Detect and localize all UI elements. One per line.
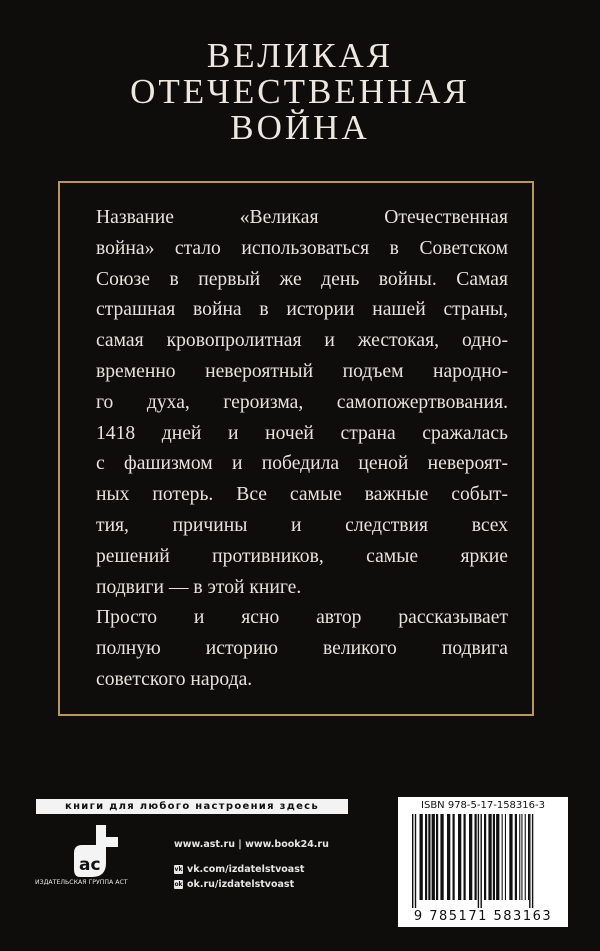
- barcode-bar: [505, 814, 506, 900]
- barcode-bars: [408, 814, 558, 908]
- text-line: го духа, героизма, самопожертвования.: [96, 391, 508, 413]
- barcode-bar: [420, 814, 423, 900]
- barcode-guard: [412, 814, 413, 908]
- text-line: война» стало использоваться в Советском: [96, 237, 508, 259]
- title-line-1: ВЕЛИКАЯ: [206, 36, 394, 75]
- vk-link-text: vk.com/izdatelstvoast: [187, 864, 305, 875]
- vk-link[interactable]: [174, 864, 304, 875]
- barcode-bar: [440, 814, 443, 900]
- svg-text:ac: ac: [79, 855, 101, 875]
- text-line: решений противников, самые яркие: [96, 545, 508, 567]
- title-line-2: ОТЕЧЕСТВЕННАЯ: [130, 72, 470, 111]
- barcode-bar: [484, 814, 486, 900]
- text-line: Союзе в первый же день войны. Самая: [96, 268, 508, 290]
- barcode-digits: 9 785171 583163: [413, 909, 553, 924]
- ok-icon: ok: [174, 881, 183, 888]
- barcode-bar: [521, 814, 522, 900]
- barcode-bar: [496, 814, 499, 900]
- barcode-bar: [493, 814, 495, 900]
- text-line: полную историю великого подвига: [96, 638, 508, 660]
- text-line: самая кровопролитная и жестокая, одно-: [96, 330, 508, 352]
- barcode-guard: [532, 814, 533, 908]
- barcode-panel: [398, 797, 568, 927]
- barcode-bar: [528, 814, 529, 900]
- slogan-stripe: книги для любого настроения здесь: [36, 799, 348, 814]
- barcode-bar: [488, 814, 491, 900]
- publisher-imprint: ИЗДАТЕЛЬСКАЯ ГРУППА АСТ: [35, 879, 128, 886]
- barcode-bar: [475, 814, 477, 900]
- ast-logo-icon: [70, 823, 128, 881]
- barcode-bar: [502, 814, 503, 900]
- title-line-3: ВОЙНА: [230, 108, 370, 147]
- barcode-bar: [469, 814, 472, 900]
- text-line: страшная война в истории нашей страны,: [96, 299, 508, 321]
- text-line: с фашизмом и победила ценой невероят-: [96, 453, 508, 475]
- text-line: ных потерь. Все самые важные событ-: [96, 484, 508, 506]
- text-line: Просто и ясно автор рассказывает: [96, 607, 508, 629]
- text-line: тия, причины и следствия всех: [96, 514, 508, 536]
- barcode-bar: [432, 814, 435, 900]
- barcode-guard: [481, 814, 482, 908]
- book-title: [0, 38, 600, 146]
- isbn-number: ISBN 978-5-17-158316-3: [421, 800, 545, 811]
- text-line: подвиги — в этой книге.: [96, 576, 302, 598]
- text-line: временно невероятный подъем народно-: [96, 360, 508, 382]
- website-links[interactable]: www.ast.ru | www.book24.ru: [174, 839, 329, 850]
- barcode-bar: [428, 814, 430, 900]
- annotation-text: [96, 203, 508, 696]
- barcode-bar: [453, 814, 455, 900]
- barcode-bar: [525, 814, 526, 900]
- ok-link-text: ok.ru/izdatelstvoast: [187, 879, 295, 890]
- barcode-bar: [458, 814, 461, 900]
- barcode-bar: [509, 814, 512, 900]
- barcode-bar: [519, 814, 520, 900]
- annotation-paragraph-2: [96, 603, 508, 695]
- barcode-bar: [515, 814, 517, 900]
- barcode-guard: [529, 814, 530, 908]
- barcode-bar: [436, 814, 438, 900]
- barcode-guard: [415, 814, 416, 908]
- text-line: Название «Великая Отечественная: [96, 207, 508, 228]
- barcode-bar: [464, 814, 466, 900]
- barcode-bar: [447, 814, 450, 900]
- vk-icon: vk: [174, 866, 183, 873]
- annotation-paragraph-1: [96, 203, 508, 603]
- text-line: советского народа.: [96, 668, 253, 690]
- text-line: 1418 дней и ночей страна сражалась: [96, 422, 508, 444]
- ok-link[interactable]: [174, 879, 294, 890]
- barcode-guard: [478, 814, 479, 908]
- barcode-bar: [425, 814, 427, 900]
